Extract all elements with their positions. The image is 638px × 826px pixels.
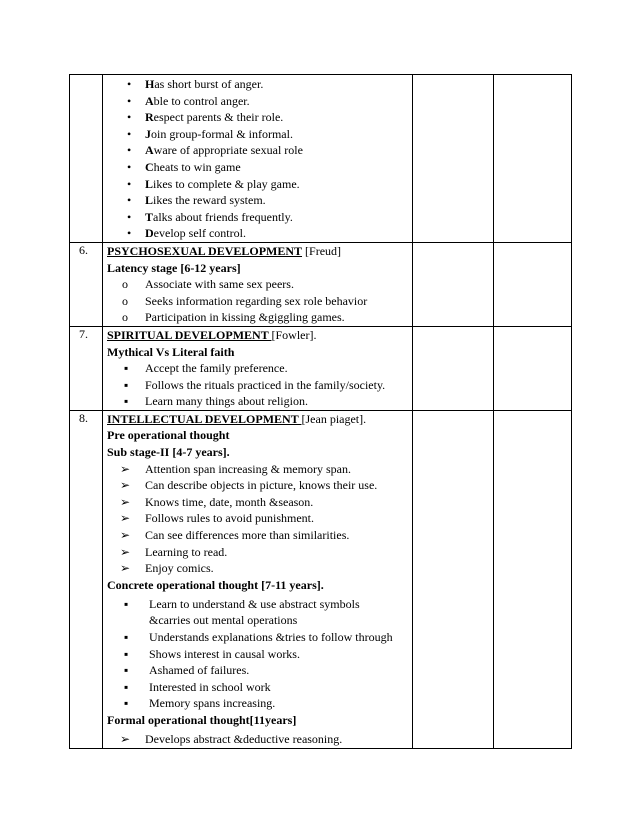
list-item-text: Accept the family preference. — [145, 361, 288, 376]
bullet-icon: ➢ — [120, 561, 131, 576]
initial-letter: D — [145, 226, 154, 241]
list-item-text: Seeks information regarding sex role behavior — [145, 293, 368, 308]
list-item-text: Participation in kissing &giggling games. — [145, 310, 345, 325]
list-item-text: ble to control anger. — [153, 93, 250, 108]
empty-cell — [413, 242, 494, 326]
list-item — [107, 377, 412, 394]
section-heading: INTELLECTUAL DEVELOPMENT — [107, 411, 302, 426]
section-source: [Fowler]. — [271, 327, 317, 342]
list-item — [107, 679, 412, 696]
initial-letter: C — [145, 159, 154, 174]
list-item — [107, 142, 412, 159]
bullet-icon: ▪ — [124, 596, 129, 611]
bullet-icon: ➢ — [120, 461, 131, 476]
bullet-icon: o — [122, 293, 128, 308]
bullet-icon: ➢ — [120, 544, 131, 559]
table-row — [70, 326, 572, 410]
list-item-text: Follows the rituals practiced in the family/society. — [145, 377, 386, 392]
initial-letter: A — [145, 93, 154, 108]
list-item — [107, 93, 412, 110]
list-item-text: Interested in school work — [149, 679, 271, 694]
bullet-icon: ▪ — [124, 361, 129, 376]
list-item — [107, 126, 412, 143]
subheading: Latency stage [6-12 years] — [107, 260, 241, 275]
list-item — [107, 76, 412, 93]
list-item — [107, 276, 412, 293]
list-item — [107, 109, 412, 126]
list-item-text: Learn many things about religion. — [145, 394, 308, 409]
content-cell — [103, 75, 413, 243]
list-item-text: Learning to read. — [145, 544, 228, 559]
list-item — [107, 544, 412, 561]
empty-cell — [494, 75, 572, 243]
list-item — [107, 461, 412, 478]
bullet-icon: • — [127, 193, 132, 208]
bullet-icon: ➢ — [120, 528, 131, 543]
list-item — [107, 612, 412, 629]
initial-letter: T — [145, 209, 154, 224]
empty-cell — [494, 242, 572, 326]
content-cell — [103, 242, 413, 326]
bullet-icon: • — [127, 209, 132, 224]
empty-cell — [413, 326, 494, 410]
list-item — [107, 596, 412, 613]
row-number: 7. — [70, 326, 103, 410]
empty-cell — [413, 75, 494, 243]
list-item-text: Develops abstract &deductive reasoning. — [145, 731, 343, 746]
list-item-text: Learn to understand & use abstract symbols — [149, 596, 360, 611]
list-item — [107, 192, 412, 209]
bullet-icon: ➢ — [120, 511, 131, 526]
table-row — [70, 410, 572, 748]
table-row — [70, 75, 572, 243]
list-item — [107, 293, 412, 310]
row-number: 6. — [70, 242, 103, 326]
bullet-icon: • — [127, 176, 132, 191]
list-item-text: evelop self control. — [153, 226, 246, 241]
list-item — [107, 309, 412, 326]
list-item-text: ikes the reward system. — [153, 193, 266, 208]
list-item-text: Can see differences more than similarities. — [145, 528, 350, 543]
list-item — [107, 360, 412, 377]
list-item — [107, 527, 412, 544]
list-item-text: ikes to complete & play game. — [153, 176, 300, 191]
initial-letter: A — [145, 143, 154, 158]
list-item — [107, 225, 412, 242]
development-table — [69, 74, 572, 749]
list-item — [107, 510, 412, 527]
bullet-icon: o — [122, 277, 128, 292]
subheading: Sub stage-II [4-7 years]. — [107, 445, 230, 460]
subheading: Formal operational thought[11years] — [107, 712, 297, 727]
initial-letter: R — [145, 110, 154, 125]
bullet-icon: • — [127, 159, 132, 174]
list-item-text: Associate with same sex peers. — [145, 277, 294, 292]
list-item — [107, 159, 412, 176]
initial-letter: L — [145, 193, 154, 208]
bullet-icon: • — [127, 110, 132, 125]
list-item — [107, 494, 412, 511]
list-item-text: as short burst of anger. — [154, 77, 264, 91]
list-item — [107, 209, 412, 226]
list-item-text: espect parents & their role. — [153, 110, 284, 125]
list-item — [107, 560, 412, 577]
list-item-text: Ashamed of failures. — [149, 663, 250, 678]
bullet-icon: ▪ — [124, 394, 129, 409]
bullet-icon: ➢ — [120, 731, 131, 746]
section-heading: SPIRITUAL DEVELOPMENT — [107, 327, 272, 342]
list-item — [107, 695, 412, 712]
bullet-icon: ▪ — [124, 646, 129, 661]
list-item-text: Follows rules to avoid punishment. — [145, 511, 314, 526]
bullet-icon: ▪ — [124, 663, 129, 678]
empty-cell — [494, 326, 572, 410]
initial-letter: L — [145, 176, 154, 191]
list-item-text: &carries out mental operations — [149, 613, 298, 628]
content-cell — [103, 410, 413, 748]
list-item — [107, 477, 412, 494]
initial-letter: J — [145, 126, 151, 141]
bullet-icon: • — [127, 93, 132, 108]
section-source: [Jean piaget]. — [301, 411, 367, 426]
empty-cell — [413, 410, 494, 748]
bullet-icon: ▪ — [124, 377, 129, 392]
list-item — [107, 662, 412, 679]
list-item-text: Shows interest in causal works. — [149, 646, 300, 661]
row-number: 8. — [70, 410, 103, 748]
bullet-icon: ➢ — [120, 494, 131, 509]
content-cell — [103, 326, 413, 410]
bullet-icon: ▪ — [124, 630, 129, 644]
bullet-icon: • — [127, 226, 132, 241]
subheading: Concrete operational thought [7-11 years]. — [107, 577, 324, 592]
list-item-text: Can describe objects in picture, knows their use. — [145, 478, 378, 493]
list-item — [107, 646, 412, 663]
section-heading: PSYCHOSEXUAL DEVELOPMENT — [107, 243, 303, 258]
list-item-text: ware of appropriate sexual role — [153, 143, 303, 158]
initial-letter: H — [145, 77, 155, 91]
list-item-text: Understands explanations &tries to follow through — [149, 630, 393, 644]
table-row — [70, 242, 572, 326]
list-item-text: oin group-formal & informal. — [151, 126, 293, 141]
bullet-icon: • — [127, 77, 132, 91]
empty-cell — [494, 410, 572, 748]
bullet-icon: ▪ — [124, 696, 129, 711]
list-item-text: Knows time, date, month &season. — [145, 494, 314, 509]
subheading: Pre operational thought — [107, 428, 230, 443]
bullet-icon: o — [122, 310, 128, 325]
list-item — [107, 393, 412, 410]
list-item — [107, 176, 412, 193]
list-item-text: Enjoy comics. — [145, 561, 214, 576]
bullet-icon: ▪ — [124, 679, 129, 694]
section-source: [Freud] — [302, 243, 342, 258]
bullet-icon: ➢ — [120, 478, 131, 493]
row-number-cell — [70, 75, 103, 243]
list-item-text: alks about friends frequently. — [153, 209, 293, 224]
list-item-text: Memory spans increasing. — [149, 696, 276, 711]
list-item-text: heats to win game — [153, 159, 241, 174]
list-item — [107, 629, 412, 646]
list-item-text: Attention span increasing & memory span. — [145, 461, 351, 476]
subheading: Mythical Vs Literal faith — [107, 344, 235, 359]
bullet-icon: • — [127, 143, 132, 158]
bullet-icon: • — [127, 126, 132, 141]
list-item — [107, 731, 412, 748]
